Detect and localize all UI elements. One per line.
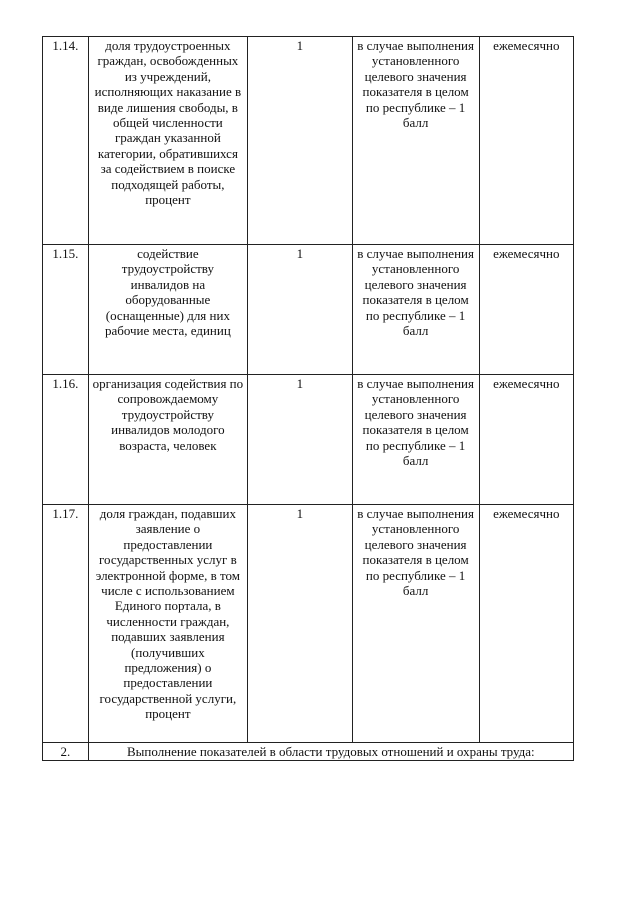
row-number: 1.14.	[43, 37, 89, 245]
periodicity-text: ежемесячно	[479, 37, 573, 245]
table-row	[43, 37, 574, 245]
periodicity-text: ежемесячно	[479, 375, 573, 505]
score-value: 1	[248, 375, 353, 505]
periodicity-text: ежемесячно	[479, 505, 573, 743]
section-number: 2.	[43, 743, 89, 761]
table-row	[43, 245, 574, 375]
table-row	[43, 375, 574, 505]
periodicity-text: ежемесячно	[479, 245, 573, 375]
table-row	[43, 505, 574, 743]
indicator-text: доля граждан, подавших заявление о предоставлении государственных услуг в электронной форме, в том числе с использованием Единого портала, в численности граждан, подавших заявления (получивших предложения) о предоставлении государственной услуги, процент	[88, 505, 247, 743]
score-value: 1	[248, 245, 353, 375]
score-value: 1	[248, 505, 353, 743]
condition-text: в случае выполнения установленного целевого значения показателя в целом по республике – 1 балл	[352, 505, 479, 743]
condition-text: в случае выполнения установленного целевого значения показателя в целом по республике – 1 балл	[352, 375, 479, 505]
condition-text: в случае выполнения установленного целевого значения показателя в целом по республике – 1 балл	[352, 245, 479, 375]
row-number: 1.15.	[43, 245, 89, 375]
indicator-text: доля трудоустроенных граждан, освобожденных из учреждений, исполняющих наказание в виде лишения свободы, в общей численности граждан указанной категории, обратившихся за содействием в поиске подходящей работы, процент	[88, 37, 247, 245]
section-row	[43, 743, 574, 761]
indicator-text: организация содействия по сопровождаемому трудоустройству инвалидов молодого возраста, человек	[88, 375, 247, 505]
indicator-text: содействие трудоустройству инвалидов на оборудованные (оснащенные) для них рабочие места, единиц	[88, 245, 247, 375]
row-number: 1.17.	[43, 505, 89, 743]
section-title: Выполнение показателей в области трудовых отношений и охраны труда:	[88, 743, 573, 761]
score-value: 1	[248, 37, 353, 245]
row-number: 1.16.	[43, 375, 89, 505]
indicators-table	[42, 36, 574, 761]
condition-text: в случае выполнения установленного целевого значения показателя в целом по республике – 1 балл	[352, 37, 479, 245]
